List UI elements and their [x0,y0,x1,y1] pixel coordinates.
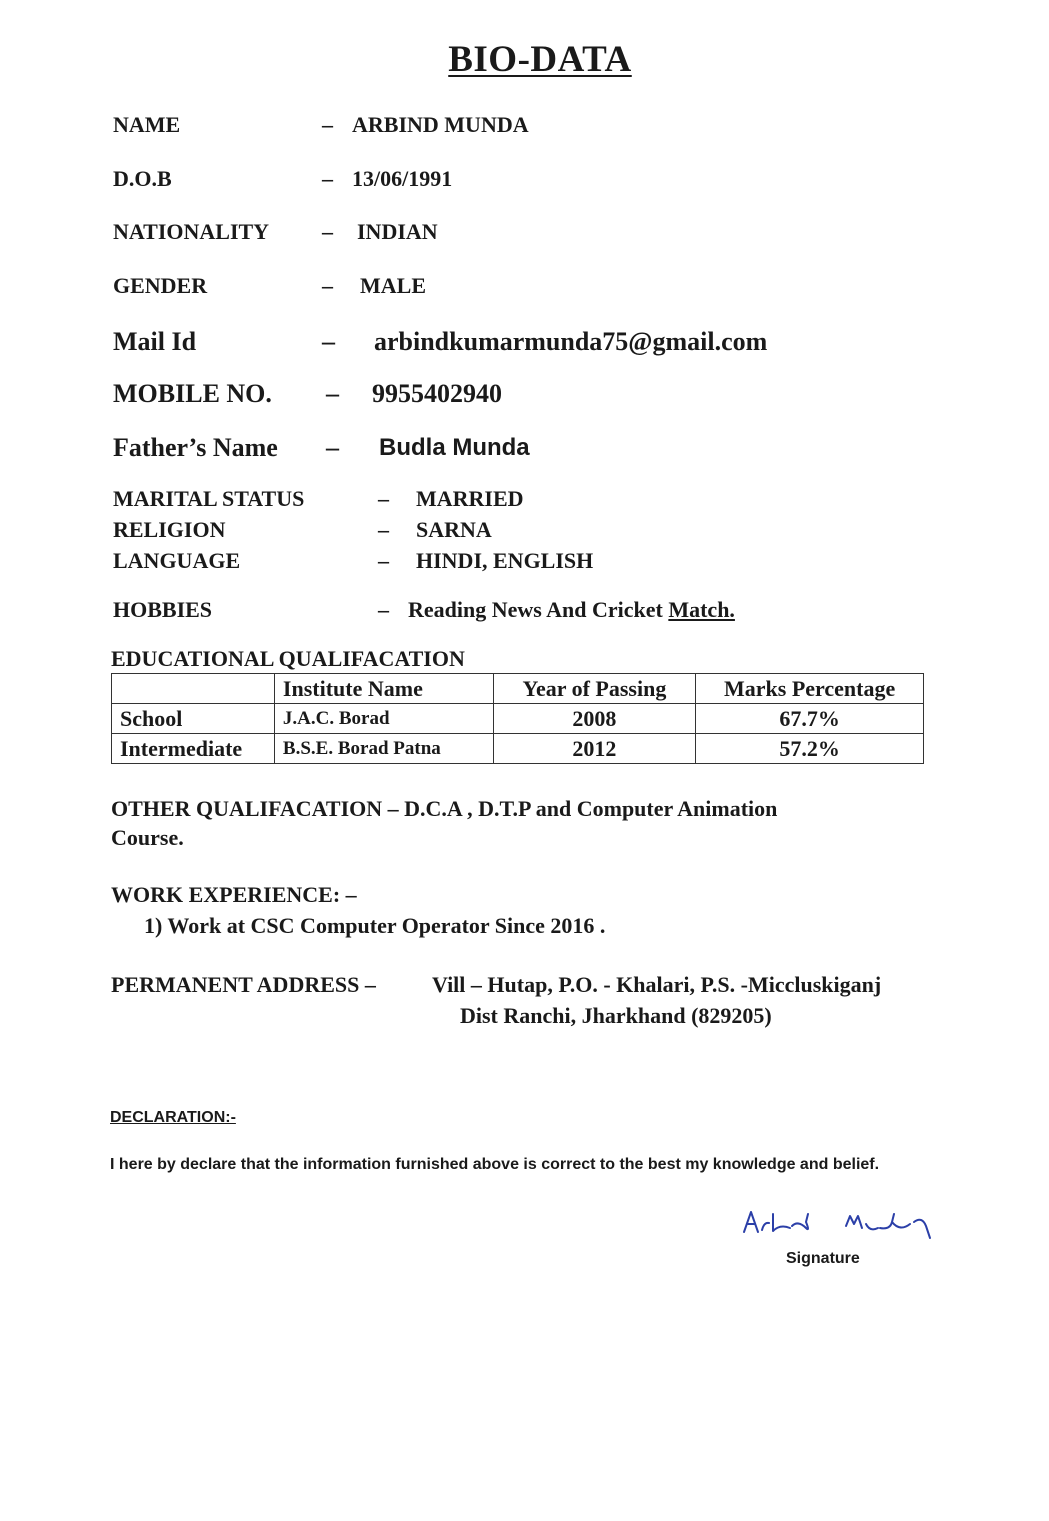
marital-separator: – [378,486,389,511]
religion-label: RELIGION [113,517,226,542]
religion-value: SARNA [416,517,492,542]
table-cell: 2008 [493,704,696,734]
nationality-label: NATIONALITY [113,219,270,244]
dob-value: 13/06/1991 [352,166,453,191]
signature-label: Signature [786,1250,860,1267]
page-title: BIO-DATA [448,39,632,80]
table-header-cell: Institute Name [274,674,493,704]
nationality-value: INDIAN [357,219,438,244]
mobile-separator: – [326,379,339,408]
gender-value: MALE [360,273,426,298]
father-separator: – [326,433,339,462]
mobile-value: 9955402940 [372,379,502,408]
gender-separator: – [322,273,333,298]
address-label: PERMANENT ADDRESS – [111,972,376,997]
father-label: Father’s Name [113,433,278,462]
marital-label: MARITAL STATUS [113,486,305,511]
mail-separator: – [322,327,335,356]
nationality-separator: – [322,219,333,244]
table-row [112,734,924,764]
education-heading: EDUCATIONAL QUALIFACATION [111,646,465,671]
table-cell: School [112,704,275,734]
marital-value: MARRIED [416,486,524,511]
name-separator: – [322,112,333,137]
table-cell: 2012 [493,734,696,764]
table-header-cell: Marks Percentage [696,674,924,704]
hobbies-value [408,597,735,623]
name-label: NAME [113,112,181,137]
hobbies-underlined-text: Match. [668,597,735,622]
dob-separator: – [322,166,333,191]
declaration-heading: DECLARATION:- [110,1109,236,1126]
name-value: ARBIND MUNDA [352,112,529,137]
dob-label: D.O.B [113,166,172,191]
table-cell: Intermediate [112,734,275,764]
mobile-label: MOBILE NO. [113,379,272,408]
mail-value: arbindkumarmunda75@gmail.com [374,327,768,356]
hobbies-text: Reading News And Cricket [408,597,663,622]
father-value: Budla Munda [379,434,530,461]
language-value: HINDI, ENGLISH [416,548,594,573]
religion-separator: – [378,517,389,542]
table-cell: 57.2% [696,734,924,764]
table-cell: B.S.E. Borad Patna [274,734,493,764]
address-line1: Vill – Hutap, P.O. - Khalari, P.S. -Miccluskiganj [432,972,882,997]
table-header-cell: Year of Passing [493,674,696,704]
table-header-cell [112,674,275,704]
hobbies-label: HOBBIES [113,597,213,622]
other-qualification-line2: Course. [111,825,184,850]
language-separator: – [378,548,389,573]
declaration-text: I here by declare that the information furnished above is correct to the best my knowledge and belief. [110,1156,880,1173]
table-cell: J.A.C. Borad [274,704,493,734]
gender-label: GENDER [113,273,208,298]
other-qualification-line1: OTHER QUALIFACATION – D.C.A , D.T.P and Computer Animation [111,796,778,821]
work-experience-item: 1) Work at CSC Computer Operator Since 2016 . [144,913,606,938]
table-row [112,704,924,734]
language-label: LANGUAGE [113,548,241,573]
hobbies-separator: – [378,597,389,622]
education-table [111,673,924,764]
work-experience-heading: WORK EXPERIENCE: – [111,882,357,907]
address-line2: Dist Ranchi, Jharkhand (829205) [460,1003,772,1028]
mail-label: Mail Id [113,327,197,356]
table-cell: 67.7% [696,704,924,734]
table-header-row [112,674,924,704]
